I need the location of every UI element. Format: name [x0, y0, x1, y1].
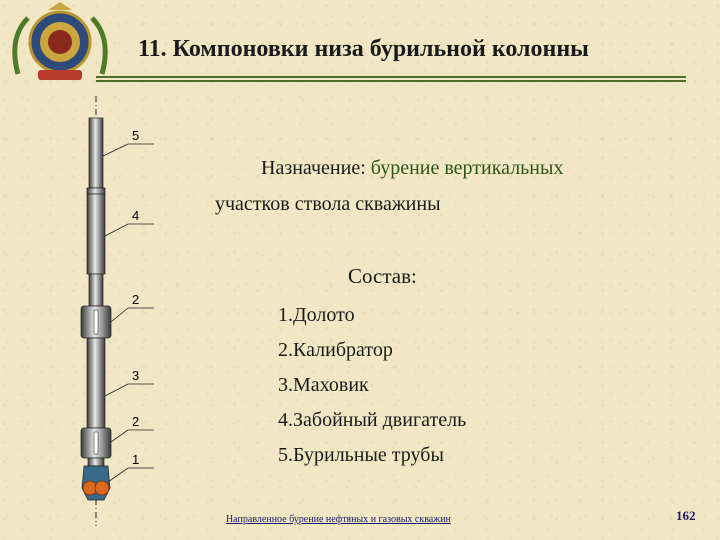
purpose-value-2: участков ствола скважины	[215, 193, 441, 215]
page-number: 162	[676, 508, 696, 523]
purpose-text	[215, 150, 685, 222]
page-title: 11. Компоновки низа бурильной колонны	[138, 36, 589, 62]
purpose-value-1: бурение вертикальных	[370, 157, 564, 179]
diagram-label-2-upper: 2	[132, 292, 140, 307]
purpose-label: Назначение:	[261, 157, 366, 179]
drill-assembly-diagram	[60, 96, 170, 526]
footer-text: Направленное бурение нефтяных и газовых скважин	[226, 514, 451, 525]
composition-title: Состав:	[348, 264, 417, 288]
list-item: 5.Бурильные трубы	[278, 444, 444, 466]
list-item: 1.Долото	[278, 304, 355, 326]
list-item: 4.Забойный двигатель	[278, 409, 467, 431]
list-item: 2.Калибратор	[278, 339, 393, 361]
title-divider	[96, 76, 686, 84]
diagram-label-4: 4	[132, 208, 140, 223]
diagram-label-2-lower: 2	[132, 414, 140, 429]
composition-list	[278, 298, 466, 473]
list-item: 3.Маховик	[278, 374, 369, 396]
diagram-label-3: 3	[132, 368, 140, 383]
diagram-label-1: 1	[132, 452, 140, 467]
diagram-label-5: 5	[132, 128, 140, 143]
